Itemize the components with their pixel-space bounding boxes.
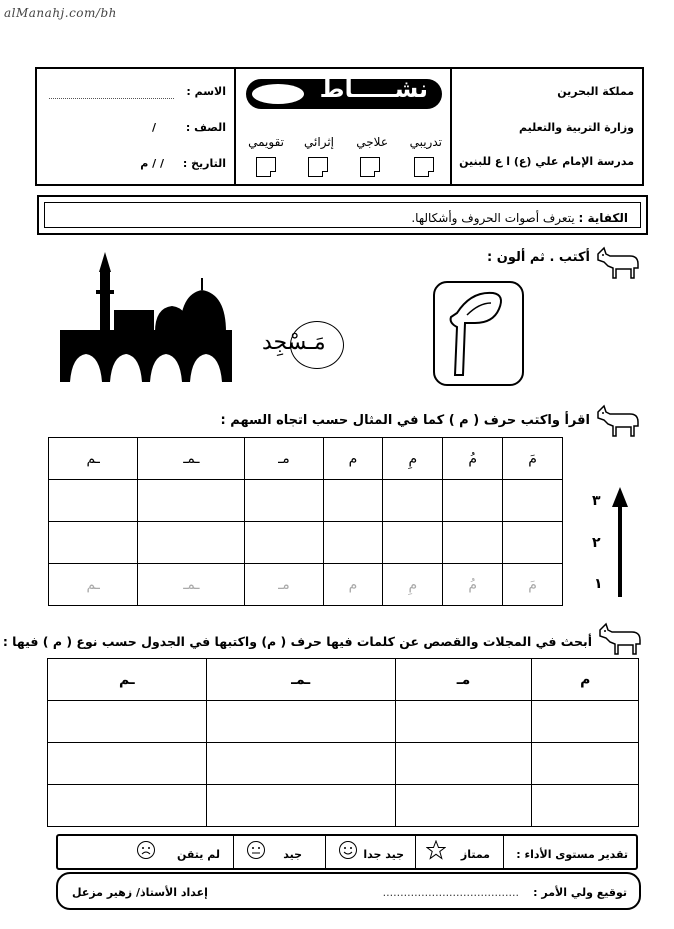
country-name: مملكة البحرين bbox=[557, 85, 634, 98]
writing-cell[interactable] bbox=[532, 785, 639, 827]
mosque-icon bbox=[60, 250, 238, 390]
writing-cell[interactable] bbox=[532, 743, 639, 785]
star-icon bbox=[426, 840, 446, 860]
table-header-row bbox=[48, 659, 639, 701]
type-label-assessment: تقويمي bbox=[248, 135, 284, 149]
writing-cell[interactable] bbox=[323, 480, 383, 522]
type-label-training: تدريبي bbox=[409, 135, 442, 149]
row-number-3: ٣ bbox=[592, 493, 601, 509]
worksheet-header bbox=[35, 67, 644, 186]
grid-cell: مَ bbox=[503, 438, 563, 480]
guardian-signature-label: توقيع ولي الأمر : bbox=[533, 886, 627, 899]
column-header: ـم bbox=[48, 659, 207, 701]
writing-cell[interactable] bbox=[138, 480, 245, 522]
example-cell[interactable]: م bbox=[323, 564, 383, 606]
rating-excellent[interactable]: ممتاز bbox=[460, 848, 490, 861]
letter-coloring-box[interactable] bbox=[433, 281, 524, 386]
writing-cell[interactable] bbox=[395, 785, 532, 827]
goat-icon-3 bbox=[596, 620, 644, 658]
grid-cell: مـ bbox=[245, 438, 323, 480]
writing-cell[interactable] bbox=[138, 522, 245, 564]
column-header: ـمـ bbox=[206, 659, 395, 701]
writing-cell[interactable] bbox=[245, 522, 323, 564]
neutral-face-icon bbox=[246, 840, 266, 860]
writing-cell[interactable] bbox=[395, 743, 532, 785]
grid-row-2 bbox=[49, 522, 563, 564]
name-label: الاسم : bbox=[186, 85, 226, 98]
outline-letter-meem-icon bbox=[435, 283, 522, 384]
class-value[interactable]: / bbox=[151, 121, 156, 134]
writing-cell[interactable] bbox=[245, 480, 323, 522]
checkbox-assessment[interactable] bbox=[256, 157, 276, 177]
date-value[interactable]: / / م bbox=[140, 157, 164, 170]
writing-cell[interactable] bbox=[48, 701, 207, 743]
writing-cell[interactable] bbox=[532, 701, 639, 743]
performance-rating-bar bbox=[56, 834, 638, 870]
writing-cell[interactable] bbox=[383, 522, 443, 564]
goat-icon bbox=[594, 244, 642, 282]
signature-bar bbox=[56, 872, 641, 910]
example-cell[interactable]: مـ bbox=[245, 564, 323, 606]
column-header: مـ bbox=[395, 659, 532, 701]
rating-label: تقدير مستوى الأداء : bbox=[516, 848, 628, 861]
school-name: مدرسة الإمام علي (ع) ا ع للبنين bbox=[459, 155, 634, 168]
name-field[interactable] bbox=[49, 98, 174, 99]
row-number-1: ١ bbox=[594, 576, 603, 592]
example-cell[interactable]: مِ bbox=[383, 564, 443, 606]
writing-cell[interactable] bbox=[383, 480, 443, 522]
rating-not-mastered[interactable]: لم يتقن bbox=[176, 848, 220, 861]
date-label: التاريخ : bbox=[182, 157, 226, 170]
table-row bbox=[48, 743, 639, 785]
divider bbox=[325, 836, 326, 868]
writing-cell[interactable] bbox=[503, 480, 563, 522]
grid-header-row bbox=[49, 438, 563, 480]
section1-title: أكتب . ثم ألون : bbox=[487, 250, 590, 265]
writing-cell[interactable] bbox=[503, 522, 563, 564]
watermark: alManahj.com/bh bbox=[4, 6, 117, 20]
competency-label: الكفاية : bbox=[578, 211, 628, 225]
rating-very-good[interactable]: جيد جدا bbox=[363, 848, 404, 861]
writing-cell[interactable] bbox=[48, 743, 207, 785]
competency-inner-frame bbox=[44, 202, 641, 228]
section3-title: أبحث في المجلات والقصص عن كلمات فيها حرف ( م) واكتبها في الجدول حسب نوع ( م ) فيها : bbox=[2, 634, 592, 649]
up-arrow-icon bbox=[610, 485, 630, 597]
divider bbox=[503, 836, 504, 868]
practice-grid bbox=[48, 437, 563, 606]
example-cell[interactable]: ـمـ bbox=[138, 564, 245, 606]
writing-cell[interactable] bbox=[323, 522, 383, 564]
type-label-enrichment: إثرائي bbox=[304, 135, 334, 149]
grid-cell: ـم bbox=[49, 438, 138, 480]
ministry-name: وزارة التربية والتعليم bbox=[519, 121, 634, 134]
goat-icon-2 bbox=[594, 402, 642, 440]
checkbox-training[interactable] bbox=[414, 157, 434, 177]
example-cell[interactable]: مَ bbox=[503, 564, 563, 606]
checkbox-remedial[interactable] bbox=[360, 157, 380, 177]
activity-badge bbox=[246, 75, 442, 109]
word-search-table bbox=[47, 658, 639, 827]
guardian-signature-field[interactable]: ....................................... bbox=[382, 886, 519, 899]
competency-box bbox=[37, 195, 648, 235]
student-info bbox=[37, 69, 236, 184]
column-header: م bbox=[532, 659, 639, 701]
section2-title: اقرأ واكتب حرف ( م ) كما في المثال حسب اتجاه السهم : bbox=[220, 413, 590, 428]
competency-statement bbox=[411, 211, 628, 225]
table-row bbox=[48, 785, 639, 827]
school-info bbox=[450, 69, 642, 184]
competency-text: يتعرف أصوات الحروف وأشكالها. bbox=[411, 211, 575, 225]
activity-badge-label: نشـــــاط bbox=[319, 75, 428, 103]
writing-cell[interactable] bbox=[443, 480, 503, 522]
badge-oval-shape bbox=[252, 84, 304, 104]
example-cell[interactable]: ـم bbox=[49, 564, 138, 606]
example-word: مَـسْجِد bbox=[262, 330, 326, 355]
rating-good[interactable]: جيد bbox=[283, 848, 302, 861]
row-number-2: ٢ bbox=[592, 535, 601, 551]
class-label: الصف : bbox=[185, 121, 226, 134]
divider bbox=[233, 836, 234, 868]
grid-row-1-example bbox=[49, 564, 563, 606]
writing-cell[interactable] bbox=[206, 785, 395, 827]
divider bbox=[415, 836, 416, 868]
writing-cell[interactable] bbox=[443, 522, 503, 564]
writing-cell[interactable] bbox=[206, 743, 395, 785]
type-label-remedial: علاجي bbox=[356, 135, 388, 149]
grid-row-3 bbox=[49, 480, 563, 522]
writing-cell[interactable] bbox=[49, 522, 138, 564]
writing-cell[interactable] bbox=[48, 785, 207, 827]
sad-face-icon bbox=[136, 840, 156, 860]
teacher-credit: إعداد الأستاذ/ زهير مزعل bbox=[72, 886, 208, 899]
grid-cell: ـمـ bbox=[138, 438, 245, 480]
writing-cell[interactable] bbox=[206, 701, 395, 743]
grid-cell: م bbox=[323, 438, 383, 480]
grid-cell: مُ bbox=[443, 438, 503, 480]
grid-cell: مِ bbox=[383, 438, 443, 480]
writing-cell[interactable] bbox=[49, 480, 138, 522]
smiley-icon bbox=[338, 840, 358, 860]
table-row bbox=[48, 701, 639, 743]
checkbox-enrichment[interactable] bbox=[308, 157, 328, 177]
writing-cell[interactable] bbox=[395, 701, 532, 743]
activity-type-panel bbox=[234, 69, 452, 184]
example-cell[interactable]: مُ bbox=[443, 564, 503, 606]
